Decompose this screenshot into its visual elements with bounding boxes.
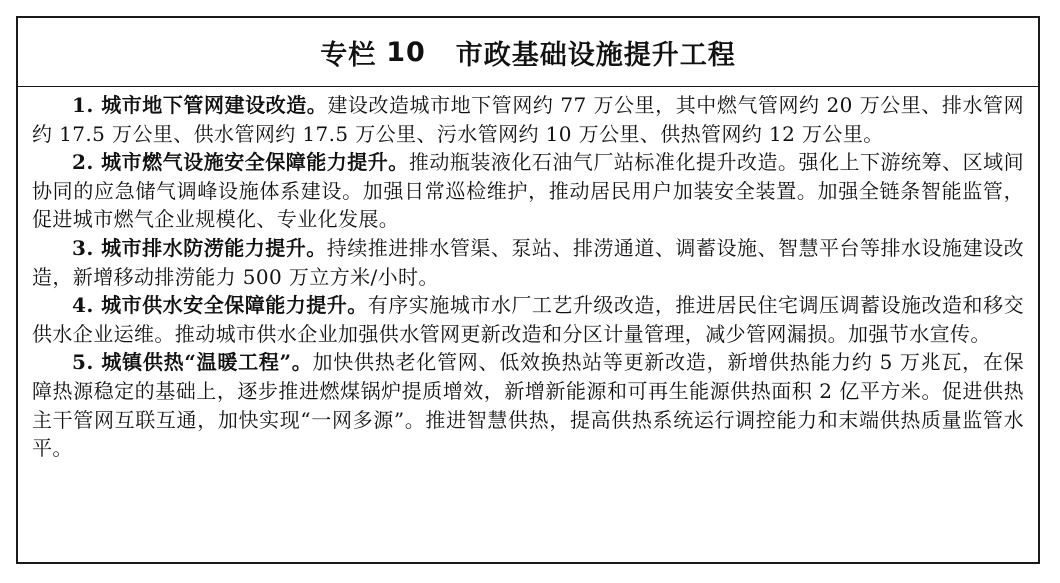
item-body: 推动瓶装液化石油气厂站标准化提升改造。强化上下游统筹、区域间协同的应急储气调峰设施体系建设。加强日常巡检维护，推动居民用户加装安全装置。加强全链条智能监管，促进城市燃气企业规模化、专业化发展。 bbox=[32, 150, 1025, 232]
item-heading: 3. 城市排水防涝能力提升。 bbox=[72, 235, 327, 260]
item-heading: 1. 城市地下管网建设改造。 bbox=[72, 93, 328, 117]
item-heading: 5. 城镇供热“温暖工程”。 bbox=[72, 350, 313, 375]
column-title bbox=[18, 18, 1038, 87]
column-number: 10 bbox=[386, 36, 426, 68]
item-heading: 2. 城市燃气设施安全保障能力提升。 bbox=[72, 150, 409, 175]
column-content bbox=[18, 87, 1038, 463]
column-box bbox=[16, 16, 1040, 564]
item-body: 持续推进排水管渠、泵站、排涝通道、调蓄设施、智慧平台等排水设施建设改造，新增移动排涝能力 500 万立方米/小时。 bbox=[32, 235, 1024, 289]
item-paragraph bbox=[32, 148, 1024, 234]
item-body: 建设改造城市地下管网约 77 万公里，其中燃气管网约 20 万公里、排水管网约 17.5 万公里、供水管网约 17.5 万公里、污水管网约 10 万公里、供热管网约 12 万公里。 bbox=[32, 93, 1024, 146]
item-paragraph bbox=[32, 91, 1024, 148]
column-label: 专栏 bbox=[320, 39, 377, 71]
item-body: 有序实施城市水厂工艺升级改造，推进居民住宅调压调蓄设施改造和移交供水企业运维。推动城市供水企业加强供水管网更新改造和分区计量管理，减少管网漏损。加强节水宣传。 bbox=[32, 293, 1024, 346]
column-heading: 市政基础设施提升工程 bbox=[455, 39, 736, 71]
item-paragraph bbox=[32, 348, 1024, 462]
item-heading: 4. 城市供水安全保障能力提升。 bbox=[72, 293, 368, 318]
item-paragraph bbox=[32, 291, 1024, 348]
item-paragraph bbox=[32, 234, 1024, 291]
item-body: 加快供热老化管网、低效换热站等更新改造，新增供热能力约 5 万兆瓦，在保障热源稳定的基础上，逐步推进燃煤锅炉提质增效，新增新能源和可再生能源供热面积 2 亿平方米。促进供热主干管网互联互通，加快实现“一网多源”。推进智慧供热，提高供热系统运行调控能力和末端供热质量监管水平。 bbox=[32, 350, 1024, 461]
